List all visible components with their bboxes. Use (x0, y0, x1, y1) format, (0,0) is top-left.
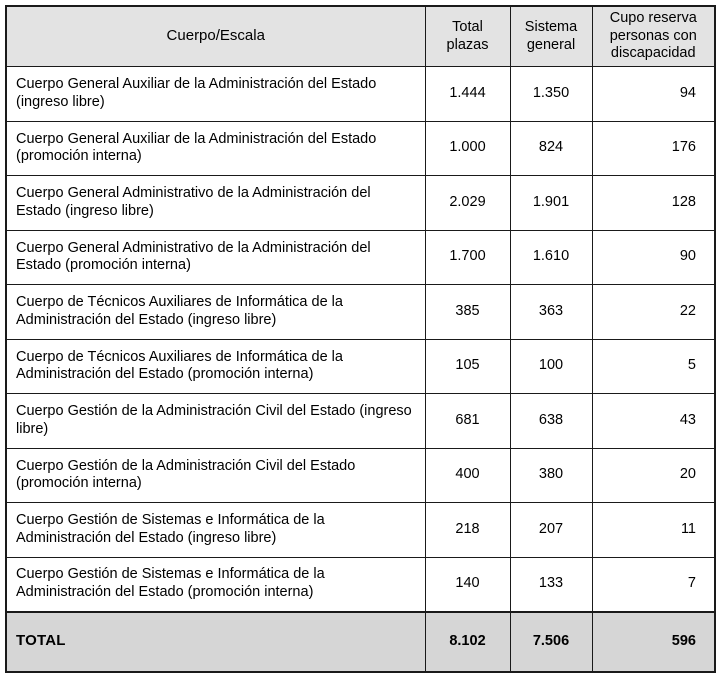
cell-total-label: TOTAL (6, 612, 425, 672)
cell-cuerpo-escala: Cuerpo General Auxiliar de la Administración del Estado (promoción interna) (6, 121, 425, 176)
cell-total-plazas: 2.029 (425, 176, 510, 231)
cell-total-plazas: 681 (425, 394, 510, 449)
cell-cuerpo-escala: Cuerpo de Técnicos Auxiliares de Informática de la Administración del Estado (ingreso libre) (6, 285, 425, 340)
cell-cupo-reserva: 5 (592, 339, 715, 394)
cell-cupo-reserva: 20 (592, 448, 715, 503)
cell-total-plazas: 400 (425, 448, 510, 503)
cell-cupo-reserva: 94 (592, 67, 715, 122)
cell-cupo-reserva: 176 (592, 121, 715, 176)
cell-cupo-reserva: 43 (592, 394, 715, 449)
column-header-cupo-reserva: Cupo reserva personas con discapacidad (592, 6, 715, 67)
cell-cupo-reserva: 11 (592, 503, 715, 558)
table-row (6, 394, 715, 449)
cell-cuerpo-escala: Cuerpo Gestión de la Administración Civil del Estado (promoción interna) (6, 448, 425, 503)
cell-cupo-reserva: 22 (592, 285, 715, 340)
cell-sistema-general: 363 (510, 285, 592, 340)
cell-sistema-general: 207 (510, 503, 592, 558)
table-header (6, 6, 715, 67)
table-body (6, 67, 715, 672)
cell-cuerpo-escala: Cuerpo General Auxiliar de la Administración del Estado (ingreso libre) (6, 67, 425, 122)
table-row (6, 176, 715, 231)
table-row (6, 67, 715, 122)
cell-sistema-general: 380 (510, 448, 592, 503)
cell-sistema-general: 824 (510, 121, 592, 176)
column-header-total-plazas: Total plazas (425, 6, 510, 67)
column-header-cuerpo-escala: Cuerpo/Escala (6, 6, 425, 67)
table-row (6, 448, 715, 503)
table-row (6, 339, 715, 394)
cell-total-plazas: 1.000 (425, 121, 510, 176)
header-row (6, 6, 715, 67)
cell-total-plazas: 1.700 (425, 230, 510, 285)
plazas-table (5, 5, 716, 673)
cell-cupo-reserva: 7 (592, 557, 715, 612)
cell-total-plazas: 105 (425, 339, 510, 394)
cell-sistema-general: 100 (510, 339, 592, 394)
cell-cuerpo-escala: Cuerpo Gestión de Sistemas e Informática de la Administración del Estado (ingreso libre) (6, 503, 425, 558)
cell-sistema-general: 1.350 (510, 67, 592, 122)
cell-cuerpo-escala: Cuerpo General Administrativo de la Administración del Estado (promoción interna) (6, 230, 425, 285)
cell-sistema-general-sum: 7.506 (510, 612, 592, 672)
cell-cupo-reserva: 128 (592, 176, 715, 231)
table-total-row (6, 612, 715, 672)
cell-sistema-general: 133 (510, 557, 592, 612)
cell-total-plazas: 1.444 (425, 67, 510, 122)
cell-cuerpo-escala: Cuerpo General Administrativo de la Administración del Estado (ingreso libre) (6, 176, 425, 231)
table-row (6, 230, 715, 285)
cell-sistema-general: 1.610 (510, 230, 592, 285)
cell-cupo-reserva-sum: 596 (592, 612, 715, 672)
cell-total-plazas: 218 (425, 503, 510, 558)
cell-total-plazas: 385 (425, 285, 510, 340)
cell-cupo-reserva: 90 (592, 230, 715, 285)
column-header-sistema-general: Sistema general (510, 6, 592, 67)
cell-cuerpo-escala: Cuerpo de Técnicos Auxiliares de Informática de la Administración del Estado (promoción interna) (6, 339, 425, 394)
table-container (5, 5, 714, 648)
cell-total-plazas: 140 (425, 557, 510, 612)
table-row (6, 285, 715, 340)
table-row (6, 503, 715, 558)
cell-sistema-general: 1.901 (510, 176, 592, 231)
cell-sistema-general: 638 (510, 394, 592, 449)
table-row (6, 557, 715, 612)
cell-cuerpo-escala: Cuerpo Gestión de Sistemas e Informática de la Administración del Estado (promoción interna) (6, 557, 425, 612)
cell-total-plazas-sum: 8.102 (425, 612, 510, 672)
cell-cuerpo-escala: Cuerpo Gestión de la Administración Civil del Estado (ingreso libre) (6, 394, 425, 449)
table-row (6, 121, 715, 176)
